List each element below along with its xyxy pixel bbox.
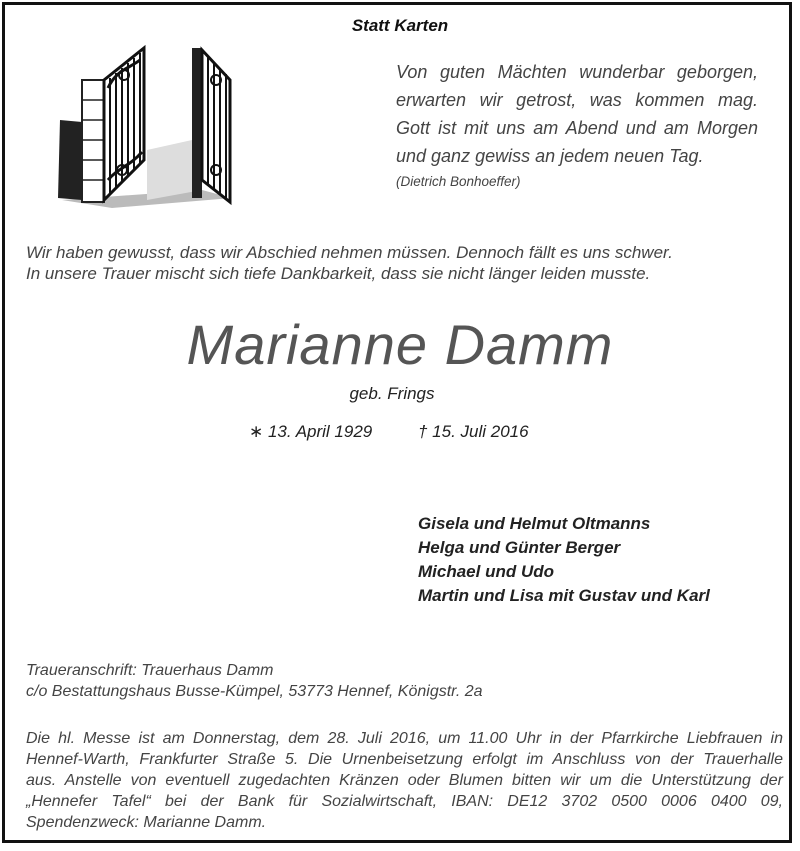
birth-name: geb. Frings — [349, 384, 435, 403]
family-member: Michael und Udo — [418, 562, 554, 581]
garden-gate-icon — [52, 40, 237, 210]
mass-line: Die hl. Messe ist am Donnerstag, dem 28. Juli 2016, um 11.00 Uhr in der Pfarrkirche Liebfrauen in — [26, 730, 783, 747]
mass-line: „Hennefer Tafel“ bei der Bank für Sozialwirtschaft, IBAN: DE12 3702 0500 0006 0400 09, — [26, 793, 783, 810]
birth-date: ∗ 13. April 1929 — [249, 422, 373, 441]
poem-line: Von guten Mächten wunderbar geborgen, — [396, 62, 758, 82]
poem-author: (Dietrich Bonhoeffer) — [396, 174, 521, 189]
notice-header: Statt Karten — [351, 16, 449, 35]
poem-line: Gott ist mit uns am Abend und am Morgen — [396, 118, 758, 138]
poem-line: erwarten wir getrost, was kommen mag. — [396, 90, 758, 110]
deceased-name: Marianne Damm — [186, 313, 614, 376]
family-member: Helga und Günter Berger — [418, 538, 621, 557]
intro-text — [26, 242, 786, 284]
address-line: Traueranschrift: Trauerhaus Damm — [26, 662, 274, 679]
poem — [396, 58, 758, 192]
poem-line: und ganz gewiss an jedem neuen Tag. — [396, 146, 704, 166]
family-member: Martin und Lisa mit Gustav und Karl — [418, 586, 710, 605]
mourning-address — [26, 660, 726, 702]
family-list — [418, 512, 710, 608]
mass-information — [26, 728, 783, 833]
mass-line: Hennef-Warth, Frankfurter Straße 5. Die Urnenbeisetzung erfolgt im Anschluss von der Trauerhalle — [26, 751, 783, 768]
mass-line: aus. Anstelle von eventuell zugedachten Kränzen oder Blumen bitten wir um die Unterstützung der — [26, 772, 783, 789]
mass-line: Spendenzweck: Marianne Damm. — [26, 814, 267, 831]
family-member: Gisela und Helmut Oltmanns — [418, 514, 651, 533]
intro-line: In unsere Trauer mischt sich tiefe Dankbarkeit, dass sie nicht länger leiden musste. — [26, 264, 651, 283]
intro-line: Wir haben gewusst, dass wir Abschied nehmen müssen. Dennoch fällt es uns schwer. — [26, 243, 673, 262]
address-line: c/o Bestattungshaus Busse-Kümpel, 53773 Hennef, Königstr. 2a — [26, 683, 483, 700]
death-date: † 15. Juli 2016 — [418, 422, 529, 441]
